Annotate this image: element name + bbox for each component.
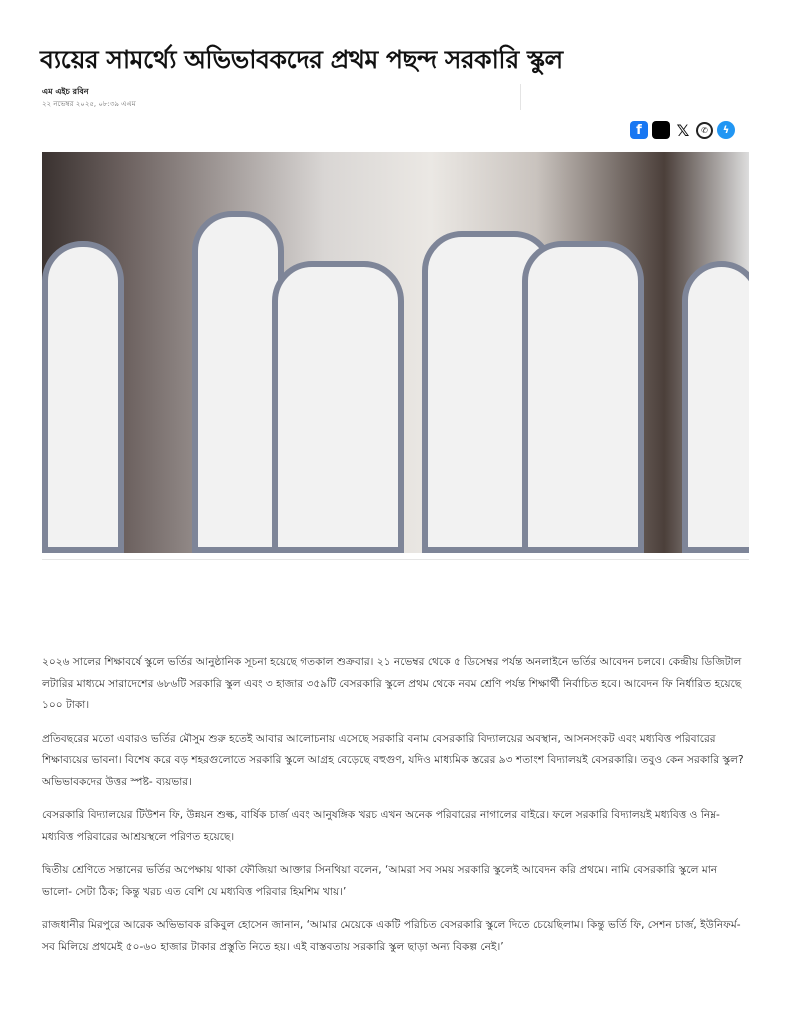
divider xyxy=(520,84,521,110)
divider xyxy=(42,559,749,560)
paragraph: ২০২৬ সালের শিক্ষাবর্ষে স্কুলে ভর্তির আনুষ্ঠানিক সূচনা হয়েছে গতকাল শুক্রবার। ২১ নভেম্বর থেকে ৫ ডিসেম্বর পর্যন্ত অনলাইনে ভর্তির আবেদন চলবে। কেন্দ্রীয় ডিজিটাল লটারির মাধ্যমে সারাদেশের ৬৮৬টি সরকারি স্কুল এবং ৩ হাজার ৩৫৯টি বেসরকারি স্কুলে প্রথম থেকে নবম শ্রেণি পর্যন্ত শিক্ষার্থী নির্বাচিত হবে। আবেদন ফি নির্ধারিত হয়েছে ১০০ টাকা। xyxy=(42,656,742,711)
publish-date: ২২ নভেম্বর ২০২৫, ০৮:৩৯ এএম xyxy=(42,100,136,108)
author-name[interactable]: এম এইচ রবিন xyxy=(42,87,89,96)
share-bar xyxy=(630,121,735,139)
whatsapp-icon[interactable]: ✆ xyxy=(696,122,713,139)
paragraph: বেসরকারি বিদ্যালয়ের টিউশন ফি, উন্নয়ন শুল্ক, বার্ষিক চার্জ এবং আনুষঙ্গিক খরচ এখন অনেক পরিবারের নাগালের বাইরে। ফলে সরকারি বিদ্যালয়ই মধ্যবিত্ত ও নিম্ন-মধ্যবিত্ত পরিবারের আশ্রয়স্থলে পরিণত হয়েছে। xyxy=(42,809,720,843)
paragraph: রাজধানীর মিরপুরে আরেক অভিভাবক রকিবুল হোসেন জানান, ‘আমার মেয়েকে একটি পরিচিত বেসরকারি স্কুলে দিতে চেয়েছিলাম। কিন্তু ভর্তি ফি, সেশন চার্জ, ইউনিফর্ম- সব মিলিয়ে প্রথমেই ৫০-৬০ হাজার টাকার প্রস্তুতি নিতে হয়। এই বাস্তবতায় সরকারি স্কুল ছাড়া অন্য বিকল্প নেই।’ xyxy=(42,919,741,953)
instagram-icon[interactable] xyxy=(652,121,670,139)
paragraph: প্রতিবছরের মতো এবারও ভর্তির মৌসুম শুরু হতেই আবার আলোচনায় এসেছে সরকারি বনাম বেসরকারি বিদ্যালয়ের অবস্থান, আসনসংকট এবং মধ্যবিত্ত পরিবারের শিক্ষাব্যয়ের ভাবনা। বিশেষ করে বড় শহরগুলোতে সরকারি স্কুলে আগ্রহ বেড়েছে বহুগুণ, যদিও মাধ্যমিক স্তরের ৯৩ শতাংশ বিদ্যালয়ই বেসরকারি। তবুও কেন সরকারি স্কুল? অভিভাবকদের উত্তর স্পষ্ট- ব্যয়ভার। xyxy=(42,732,744,788)
article-body xyxy=(42,652,750,970)
paragraph: দ্বিতীয় শ্রেণিতে সন্তানের ভর্তির অপেক্ষায় থাকা ফৌজিয়া আক্তার সিনথিয়া বলেন, ‘আমরা সব সময় সরকারি স্কুলেই আবেদন করি প্রথমে। নামি বেসরকারি স্কুলে মান ভালো- সেটা ঠিক; কিন্তু খরচ এত বেশি যে মধ্যবিত্ত পরিবার হিমশিম খায়।’ xyxy=(42,864,718,898)
facebook-icon[interactable]: f xyxy=(630,121,648,139)
article-photo xyxy=(42,152,749,553)
x-icon[interactable]: 𝕏 xyxy=(676,120,690,140)
messenger-icon[interactable]: ϟ xyxy=(717,121,735,139)
article-title: ব্যয়ের সামর্থ্যে অভিভাবকদের প্রথম পছন্দ সরকারি স্কুল xyxy=(40,45,563,74)
